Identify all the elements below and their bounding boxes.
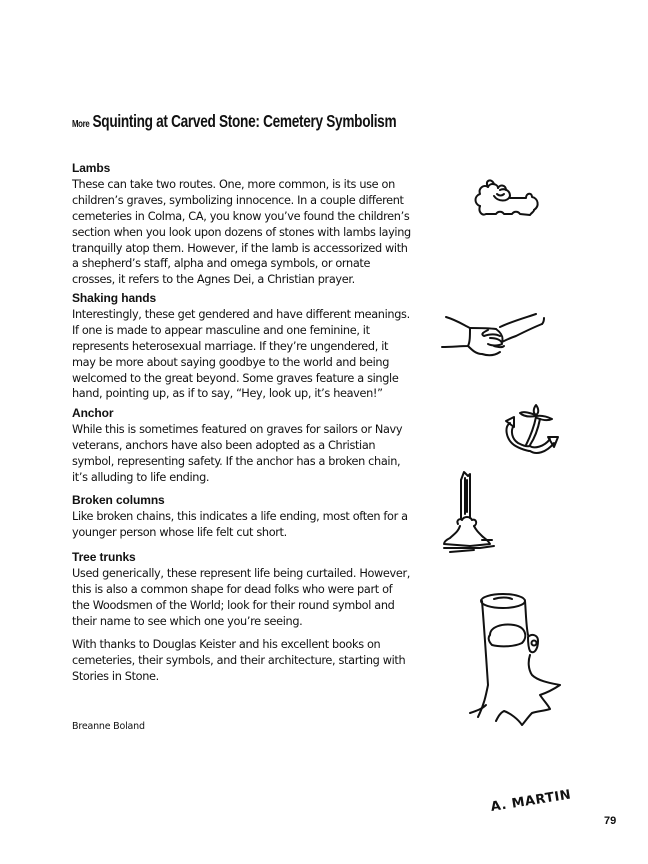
body-line: veterans, anchors have also been adopted as a Christian [72,438,376,452]
section-heading: Shaking hands [72,291,157,305]
title-main: Squinting at Carved Stone: Cemetery Symbolism [92,111,397,131]
body-line: With thanks to Douglas Keister and his excellent books on [72,638,381,651]
section-shaking-hands [72,291,432,402]
section-heading: Tree trunks [72,550,136,564]
body-line: welcomed to the great beyond. Some graves feature a single [72,371,399,385]
body-line: may be more about saying goodbye to the world and being [72,355,390,369]
body-line: crosses, it refers to the Agnes Dei, a Christian prayer. [72,273,355,287]
body-line: it’s alluding to life ending. [72,470,210,484]
body-line: their name to see which one you’re seeing. [72,614,303,628]
body-line: While this is sometimes featured on graves for sailors or Navy [72,422,403,436]
broken-column-icon [440,468,520,563]
body-line: tranquilly atop them. However, if the lamb is accessorized with [72,241,408,255]
body-line: If one is made to appear masculine and one feminine, it [72,323,370,337]
body-line: Stories in Stone. [72,669,159,683]
body-line: hand, pointing up, as if to say, “Hey, look up, it’s heaven!” [72,387,383,401]
anchor-icon [500,403,570,463]
author-byline: Breanne Boland [72,721,145,732]
body-line: children’s graves, symbolizing innocence. In a couple different [72,193,404,207]
section-lambs [72,161,432,288]
body-line: section when you look upon dozens of stones with lambs laying [72,225,411,239]
lamb-icon [470,178,550,228]
section-heading: Lambs [72,161,111,175]
body-line: Interestingly, these get gendered and have different meanings. [72,307,410,321]
body-line: represents heterosexual marriage. If they’re ungendered, it [72,339,389,353]
body-line: cemeteries, their symbols, and their architecture, starting with [72,653,406,667]
title-kicker: More [72,119,90,130]
section-broken-columns [72,493,432,541]
body-line: Used generically, these represent life being curtailed. However, [72,566,410,580]
body-line: this is also a common shape for dead folks who were part of [72,582,393,596]
section-heading: Broken columns [72,493,165,507]
section-anchor [72,406,432,486]
body-line: Like broken chains, this indicates a life ending, most often for a [72,509,408,523]
thanks-paragraph [72,637,432,685]
page-title [72,111,396,132]
page-number: 79 [604,815,617,827]
body-line: a shepherd’s staff, alpha and omega symbols, or ornate [72,257,371,271]
illustrator-signature: A. MARTIN [489,787,573,815]
tree-stump-icon [470,585,610,730]
section-tree-trunks [72,550,432,630]
handshake-icon [440,312,560,362]
body-line: symbol, representing safety. If the anchor has a broken chain, [72,454,401,468]
body-line: the Woodsmen of the World; look for their round symbol and [72,598,395,612]
body-line: younger person whose life felt cut short. [72,525,287,539]
section-heading: Anchor [72,406,114,420]
body-line: cemeteries in Colma, CA, you know you’ve found the children’s [72,209,410,223]
body-line: These can take two routes. One, more common, is its use on [72,177,395,191]
